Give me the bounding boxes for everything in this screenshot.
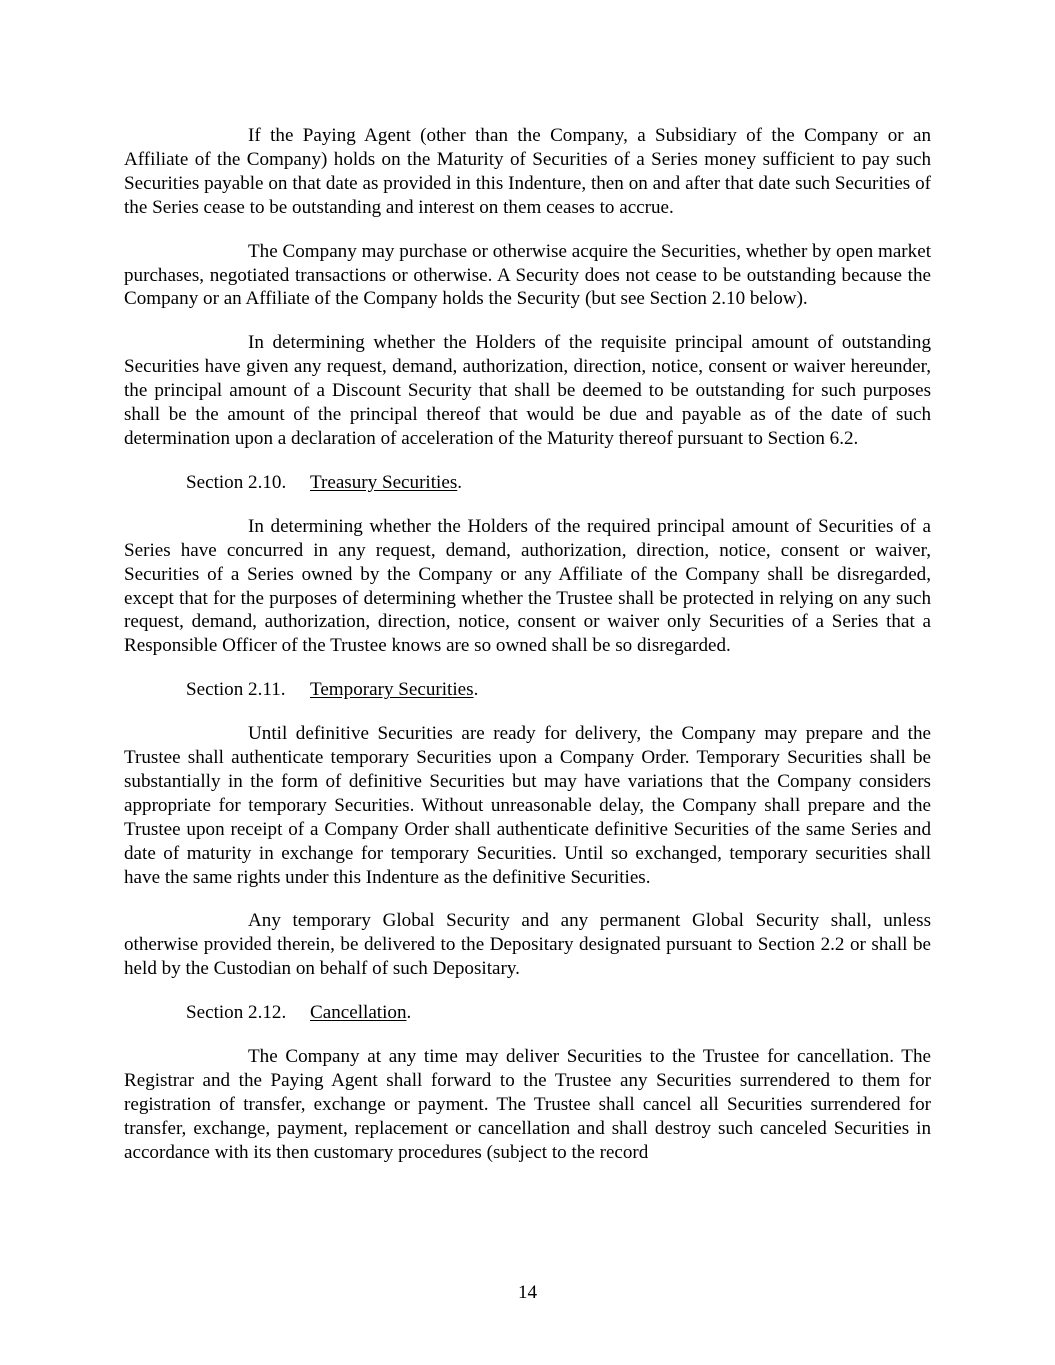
paragraph-paying-agent: If the Paying Agent (other than the Company, a Subsidiary of the Company or an Affiliate of the Company) holds on the Maturity of Securities of a Series money sufficient to pay such Securities payable on that date as provided in this Indenture, then on and after that date such Securities of the Series cease to be outstanding and interest on them ceases to accrue. bbox=[124, 125, 931, 218]
paragraph-discount-security: In determining whether the Holders of the requisite principal amount of outstanding Securities have given any request, demand, authorization, direction, notice, consent or waiver hereunder, the principal amount of a Discount Security that shall be deemed to be outstanding for such purposes shall be the amount of the principal thereof that would be due and payable as of the date of such determination upon a declaration of acceleration of the Maturity thereof pursuant to Section 6.2. bbox=[124, 332, 931, 449]
paragraph-global-security: Any temporary Global Security and any permanent Global Security shall, unless otherwise provided therein, be delivered to the Depositary designated pursuant to Section 2.2 or shall be held by the Custodian on behalf of such Depositary. bbox=[124, 910, 931, 980]
section-number: Section 2.10. bbox=[186, 471, 287, 493]
section-suffix: . bbox=[457, 471, 463, 493]
document-page bbox=[124, 124, 931, 1165]
page-number: 14 bbox=[517, 1282, 538, 1303]
section-suffix: . bbox=[406, 1002, 412, 1024]
section-heading-2-11 bbox=[124, 678, 931, 702]
paragraph-company-purchase: The Company may purchase or otherwise acquire the Securities, whether by open market purchases, negotiated transactions or otherwise. A Security does not cease to be outstanding because the Company or an Affiliate of the Company holds the Security (but see Section 2.10 below). bbox=[124, 240, 931, 310]
section-title: Treasury Securities bbox=[310, 471, 458, 493]
section-number: Section 2.12. bbox=[186, 1002, 287, 1024]
section-title: Temporary Securities bbox=[310, 679, 474, 701]
paragraph-temporary-securities: Until definitive Securities are ready for delivery, the Company may prepare and the Trustee shall authenticate temporary Securities upon a Company Order. Temporary Securities shall be substantially in the form of definitive Securities but may have variations that the Company considers appropriate for temporary Securities. Without unreasonable delay, the Company shall prepare and the Trustee upon receipt of a Company Order shall authenticate definitive Securities of the same Series and date of maturity in exchange for temporary Securities. Until so exchanged, temporary securities shall have the same rights under this Indenture as the definitive Securities. bbox=[124, 723, 931, 888]
section-heading-2-10 bbox=[124, 471, 931, 495]
section-suffix: . bbox=[473, 679, 479, 701]
section-title: Cancellation bbox=[310, 1002, 407, 1024]
section-heading-2-12 bbox=[124, 1001, 931, 1025]
paragraph-cancellation: The Company at any time may deliver Securities to the Trustee for cancellation. The Registrar and the Paying Agent shall forward to the Trustee any Securities surrendered to them for registration of transfer, exchange or payment. The Trustee shall cancel all Securities surrendered for transfer, exchange, payment, replacement or cancellation and shall destroy such canceled Securities in accordance with its then customary procedures (subject to the record bbox=[124, 1046, 931, 1163]
paragraph-treasury-securities: In determining whether the Holders of the required principal amount of Securities of a Series have concurred in any request, demand, authorization, direction, notice, consent or waiver, Securities of a Series owned by the Company or any Affiliate of the Company shall be disregarded, except that for the purposes of determining whether the Trustee shall be protected in relying on any such request, demand, authorization, direction, notice, consent or waiver only Securities of a Series that a Responsible Officer of the Trustee knows are so owned shall be so disregarded. bbox=[124, 515, 931, 657]
section-number: Section 2.11. bbox=[186, 679, 286, 701]
